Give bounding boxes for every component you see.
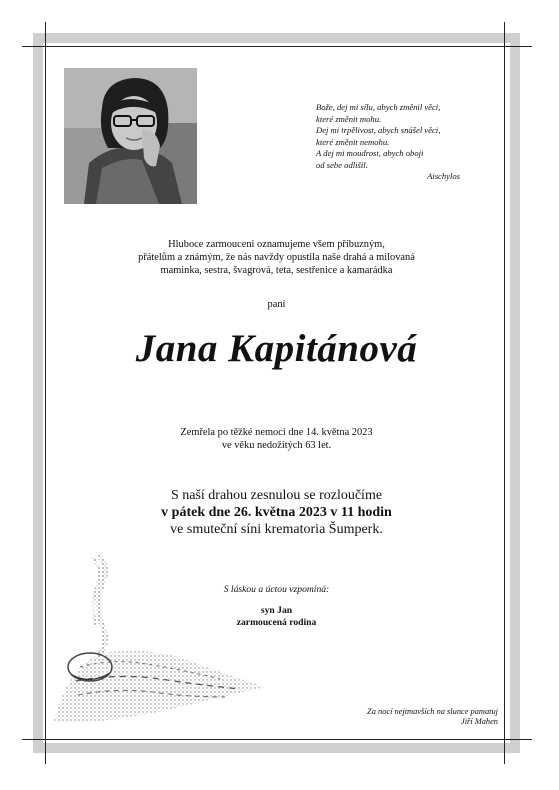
announcement-line: Hluboce zarmouceni oznamujeme všem příbuzným, xyxy=(168,239,385,250)
announcement-line: maminka, sestra, švagrová, teta, sestřenice a kamarádka xyxy=(160,265,393,276)
farewell-line: S naší drahou zesnulou se rozloučíme xyxy=(170,488,383,503)
feather-ornament xyxy=(50,547,275,722)
quote-line: od sebe odlišil. xyxy=(316,159,368,170)
closing-quote-text: Za nocí nejtmavších na slunce pamatuj xyxy=(367,707,498,716)
quote-line: Dej mi trpělivost, abych snášel věci, xyxy=(316,125,441,135)
farewell-info xyxy=(43,487,510,538)
quote-line: Bože, dej mi sílu, abych změnil věci, xyxy=(316,102,441,112)
quote-line: které změnit nemohu. xyxy=(316,136,390,147)
closing-quote xyxy=(300,707,498,727)
closing-quote-author: Jiří Mahen xyxy=(461,717,498,726)
announcement-text xyxy=(43,238,510,277)
portrait-photo xyxy=(64,68,197,204)
frame-line-bottom xyxy=(22,739,532,740)
farewell-place: ve smuteční síni krematoria Šumperk. xyxy=(170,522,383,537)
quote-line: A dej mi moudrost, abych oboji xyxy=(316,148,424,158)
quote-block xyxy=(316,102,466,183)
death-info xyxy=(43,426,510,452)
death-date-line: Zemřela po těžké nemoci dne 14. května 2023 xyxy=(180,427,373,438)
quote-line: které změnit mohu. xyxy=(316,113,382,124)
family-member: zarmoucená rodina xyxy=(236,617,317,628)
announcement-line: přátelům a známým, že nás navždy opustila naše drahá a milovaná xyxy=(138,252,415,263)
frame-line-right xyxy=(504,22,505,764)
frame-line-top xyxy=(22,46,532,47)
deceased-name: Jana Kapitánová xyxy=(135,327,418,370)
title-word: paní xyxy=(267,299,286,310)
frame-line-left xyxy=(45,22,46,764)
farewell-date: v pátek dne 26. května 2023 v 11 hodin xyxy=(161,505,392,520)
family-member: syn Jan xyxy=(260,605,293,616)
age-line: ve věku nedožitých 63 let. xyxy=(221,440,332,451)
memory-line: S láskou a úctou vzpomíná: xyxy=(223,584,330,595)
quote-author: Aischylos xyxy=(427,171,460,181)
